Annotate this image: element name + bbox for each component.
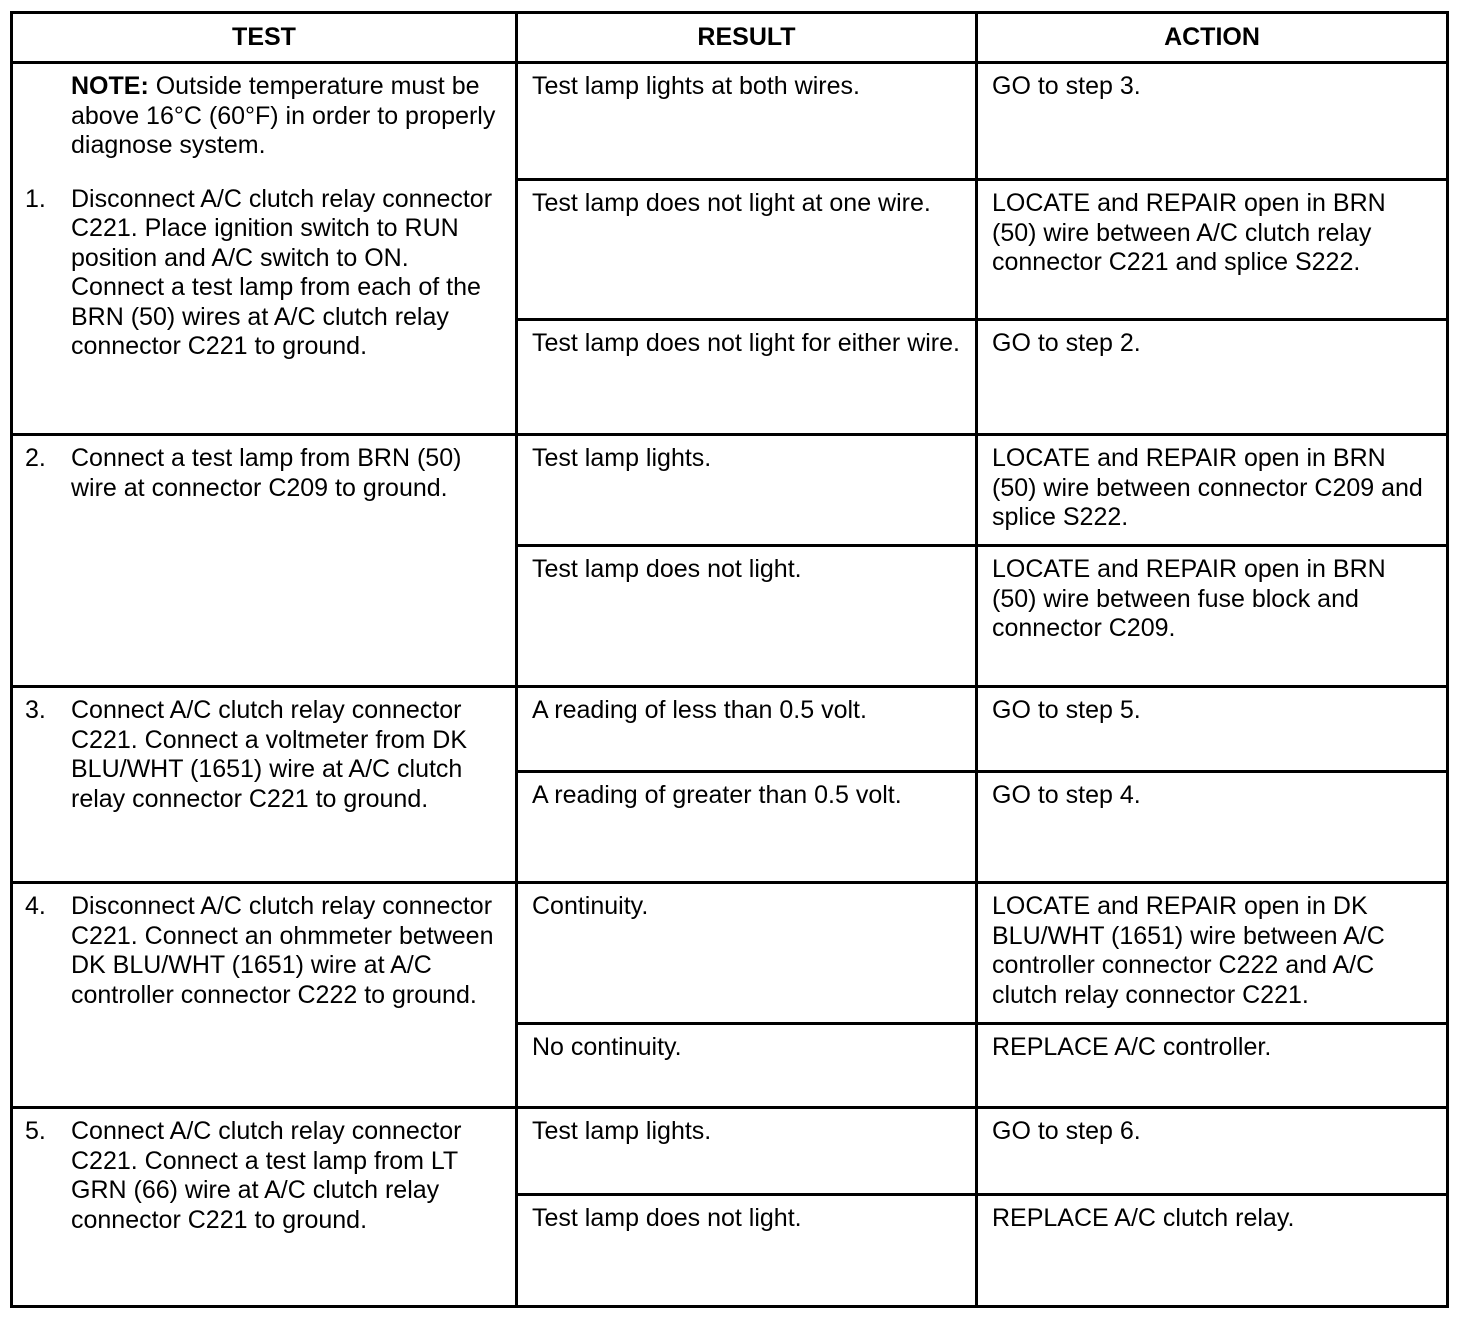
action-text: LOCATE and REPAIR open in BRN (50) wire between connector C209 and splice S222. — [992, 444, 1423, 531]
action-text: GO to step 5. — [992, 696, 1141, 724]
header-result: RESULT — [517, 13, 977, 63]
table-row — [12, 63, 1448, 180]
header-test: TEST — [12, 13, 517, 63]
action-text: LOCATE and REPAIR open in BRN (50) wire between fuse block and connector C209. — [992, 555, 1386, 642]
result-cell — [517, 687, 977, 772]
result-cell — [517, 772, 977, 883]
action-text: GO to step 3. — [992, 72, 1141, 100]
step-number: 4. — [25, 892, 46, 920]
result-cell — [517, 63, 977, 180]
diagnostic-table — [10, 11, 1449, 1308]
action-text: REPLACE A/C controller. — [992, 1033, 1272, 1061]
table-row — [12, 1108, 1448, 1195]
step-text: Disconnect A/C clutch relay connector C221. Connect an ohmmeter between DK BLU/WHT (1651) wire at A/C controller connector C222 to ground. — [71, 892, 494, 1009]
test-cell-step-1 — [12, 63, 517, 435]
action-text: REPLACE A/C clutch relay. — [992, 1204, 1295, 1232]
result-cell — [517, 546, 977, 687]
action-cell — [977, 320, 1448, 435]
action-text: GO to step 6. — [992, 1117, 1141, 1145]
action-cell — [977, 63, 1448, 180]
header-action: ACTION — [977, 13, 1448, 63]
step-number: 3. — [25, 696, 46, 724]
result-text: Continuity. — [532, 892, 649, 920]
test-cell-step-3 — [12, 687, 517, 883]
table-row — [12, 883, 1448, 1024]
step-text: Connect a test lamp from BRN (50) wire at connector C209 to ground. — [71, 444, 462, 502]
result-text: Test lamp does not light for either wire. — [532, 329, 960, 357]
table-row — [12, 435, 1448, 546]
result-cell — [517, 1024, 977, 1108]
result-cell — [517, 883, 977, 1024]
action-text: GO to step 4. — [992, 781, 1141, 809]
result-cell — [517, 1108, 977, 1195]
step-number: 1. — [25, 184, 46, 213]
header-row — [12, 13, 1448, 63]
note-text: Outside temperature must be above 16°C (60°F) in order to properly diagnose system. — [71, 72, 496, 159]
result-text: A reading of greater than 0.5 volt. — [532, 781, 902, 809]
action-text: GO to step 2. — [992, 329, 1141, 357]
action-cell — [977, 772, 1448, 883]
result-text: Test lamp lights at both wires. — [532, 72, 860, 100]
action-cell — [977, 1024, 1448, 1108]
result-cell — [517, 320, 977, 435]
step-text: Connect A/C clutch relay connector C221. Connect a voltmeter from DK BLU/WHT (1651) wire at A/C clutch relay connector C221 to ground. — [71, 696, 467, 813]
step-text: Disconnect A/C clutch relay connector C221. Place ignition switch to RUN position and A/C switch to ON. Connect a test lamp from each of the BRN (50) wires at A/C clutch relay connector C221 to ground. — [71, 184, 493, 360]
test-cell-step-2 — [12, 435, 517, 687]
result-cell — [517, 435, 977, 546]
action-cell — [977, 687, 1448, 772]
result-text: Test lamp does not light. — [532, 555, 802, 583]
result-text: Test lamp lights. — [532, 1117, 712, 1145]
result-text: Test lamp does not light. — [532, 1204, 802, 1232]
result-text: Test lamp lights. — [532, 444, 712, 472]
result-text: Test lamp does not light at one wire. — [532, 189, 931, 217]
step-number: 5. — [25, 1117, 46, 1145]
note-label: NOTE: — [71, 72, 149, 100]
step-number: 2. — [25, 444, 46, 472]
result-text: No continuity. — [532, 1033, 682, 1061]
result-cell — [517, 180, 977, 320]
note — [71, 72, 501, 161]
test-cell-step-5 — [12, 1108, 517, 1307]
action-cell — [977, 1195, 1448, 1307]
test-cell-step-4 — [12, 883, 517, 1108]
action-text: LOCATE and REPAIR open in BRN (50) wire between A/C clutch relay connector C221 and splice S222. — [992, 189, 1386, 276]
action-cell — [977, 435, 1448, 546]
result-cell — [517, 1195, 977, 1307]
action-cell — [977, 1108, 1448, 1195]
action-cell — [977, 883, 1448, 1024]
action-cell — [977, 546, 1448, 687]
action-cell — [977, 180, 1448, 320]
table-row — [12, 687, 1448, 772]
step-text: Connect A/C clutch relay connector C221. Connect a test lamp from LT GRN (66) wire at A/C clutch relay connector C221 to ground. — [71, 1117, 462, 1234]
result-text: A reading of less than 0.5 volt. — [532, 696, 867, 724]
action-text: LOCATE and REPAIR open in DK BLU/WHT (1651) wire between A/C controller connector C222 and A/C clutch relay connector C221. — [992, 892, 1385, 1009]
